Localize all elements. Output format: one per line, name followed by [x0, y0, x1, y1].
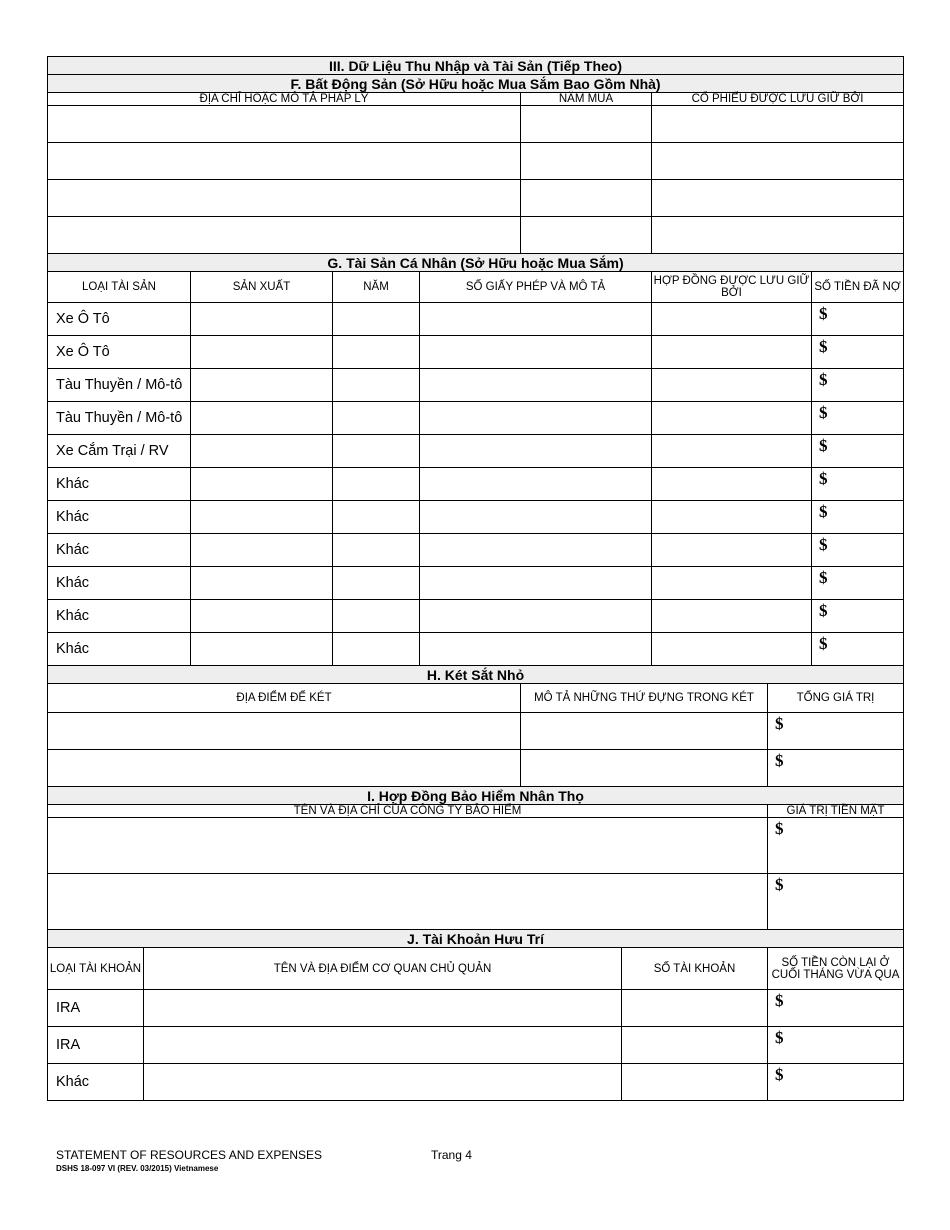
institution-field[interactable]: [144, 990, 622, 1027]
col-header-total-value: TỔNG GIÁ TRỊ: [768, 684, 904, 713]
section-h-title: H. Két Sắt Nhỏ: [48, 666, 904, 684]
amount-owed-field[interactable]: $: [812, 468, 904, 501]
retirement-accounts-table: [47, 929, 904, 1101]
amount-owed-field[interactable]: $: [812, 633, 904, 666]
property-type-label: Khác: [48, 600, 191, 633]
year-field[interactable]: [333, 435, 420, 468]
make-field[interactable]: [191, 468, 333, 501]
year-field[interactable]: [333, 369, 420, 402]
col-header-year: NĂM: [333, 272, 420, 303]
table-row: [48, 1064, 904, 1101]
year-field[interactable]: [333, 501, 420, 534]
table-row: [48, 818, 904, 874]
table-row: [48, 143, 904, 180]
year-field[interactable]: [521, 143, 652, 180]
col-header-account-number: SỐ TÀI KHOẢN: [622, 948, 768, 990]
year-field[interactable]: [333, 468, 420, 501]
property-type-label: Khác: [48, 567, 191, 600]
table-row: [48, 600, 904, 633]
life-insurance-table: [47, 786, 904, 930]
property-type-label: Xe Cắm Trại / RV: [48, 435, 191, 468]
property-type-label: Tàu Thuyền / Mô-tô: [48, 369, 191, 402]
table-row: [48, 106, 904, 143]
footer-form-id: DSHS 18-097 VI (REV. 03/2015) Vietnamese: [56, 1164, 219, 1173]
col-header-insurer: TÊN VÀ ĐỊA CHỈ CỦA CÔNG TY BẢO HIỂM: [48, 805, 768, 818]
property-type-label: Khác: [48, 501, 191, 534]
account-number-field[interactable]: [622, 1064, 768, 1101]
col-header-institution: TÊN VÀ ĐỊA ĐIỂM CƠ QUAN CHỦ QUẢN: [144, 948, 622, 990]
balance-field[interactable]: $: [768, 990, 904, 1027]
property-type-label: Khác: [48, 534, 191, 567]
year-field[interactable]: [333, 567, 420, 600]
make-field[interactable]: [191, 534, 333, 567]
property-type-label: Tàu Thuyền / Mô-tô: [48, 402, 191, 435]
col-header-year-purchased: NĂM MUA: [521, 93, 652, 106]
deed-holder-field[interactable]: [652, 217, 904, 254]
make-field[interactable]: [191, 435, 333, 468]
property-type-label: Xe Ô Tô: [48, 303, 191, 336]
col-header-deed-held-by: CỔ PHIẾU ĐƯỢC LƯU GIỮ BỞI: [652, 93, 904, 106]
col-header-contract-held-by: HỢP ĐỒNG ĐƯỢC LƯU GIỮ BỞI: [652, 272, 812, 303]
license-field[interactable]: [420, 435, 652, 468]
make-field[interactable]: [191, 369, 333, 402]
address-field[interactable]: [48, 143, 521, 180]
year-field[interactable]: [333, 534, 420, 567]
year-field[interactable]: [333, 336, 420, 369]
section-f-title: F. Bất Động Sản (Sở Hữu hoặc Mua Sắm Bao Gồm Nhà): [48, 75, 904, 93]
balance-field[interactable]: $: [768, 1027, 904, 1064]
deed-holder-field[interactable]: [652, 180, 904, 217]
account-number-field[interactable]: [622, 990, 768, 1027]
table-row: [48, 567, 904, 600]
property-type-label: Khác: [48, 633, 191, 666]
contract-holder-field[interactable]: [652, 633, 812, 666]
year-field[interactable]: [521, 180, 652, 217]
institution-field[interactable]: [144, 1027, 622, 1064]
contract-holder-field[interactable]: [652, 303, 812, 336]
contract-holder-field[interactable]: [652, 435, 812, 468]
year-field[interactable]: [333, 600, 420, 633]
box-location-field[interactable]: [48, 713, 521, 750]
col-header-balance: SỐ TIỀN CÒN LẠI Ở CUỐI THÁNG VỪA QUA: [768, 948, 904, 990]
form-page: [47, 56, 903, 1101]
col-header-property-type: LOẠI TÀI SẢN: [48, 272, 191, 303]
amount-owed-field[interactable]: $: [812, 501, 904, 534]
account-type-label: IRA: [48, 1027, 144, 1064]
year-field[interactable]: [521, 106, 652, 143]
address-field[interactable]: [48, 180, 521, 217]
contract-holder-field[interactable]: [652, 468, 812, 501]
make-field[interactable]: [191, 501, 333, 534]
table-row: [48, 468, 904, 501]
license-field[interactable]: [420, 303, 652, 336]
contract-holder-field[interactable]: [652, 567, 812, 600]
deed-holder-field[interactable]: [652, 106, 904, 143]
col-header-amount-owed: SỐ TIỀN ĐÃ NỢ: [812, 272, 904, 303]
year-field[interactable]: [333, 633, 420, 666]
section-iii-title: III. Dữ Liệu Thu Nhập và Tài Sản (Tiếp Theo): [48, 57, 904, 75]
table-row: [48, 874, 904, 930]
col-header-license-description: SỐ GIẤY PHÉP VÀ MÔ TẢ: [420, 272, 652, 303]
col-header-cash-value: GIÁ TRỊ TIỀN MẶT: [768, 805, 904, 818]
table-row: [48, 217, 904, 254]
account-type-label: IRA: [48, 990, 144, 1027]
license-field[interactable]: [420, 600, 652, 633]
balance-field[interactable]: $: [768, 1064, 904, 1101]
property-type-label: Khác: [48, 468, 191, 501]
box-location-field[interactable]: [48, 750, 521, 787]
table-row: [48, 180, 904, 217]
table-row: [48, 633, 904, 666]
property-type-label: Xe Ô Tô: [48, 336, 191, 369]
amount-owed-field[interactable]: $: [812, 600, 904, 633]
section-i-title: I. Hợp Đồng Bảo Hiểm Nhân Thọ: [48, 787, 904, 805]
insurer-field[interactable]: [48, 874, 768, 930]
make-field[interactable]: [191, 336, 333, 369]
cash-value-field[interactable]: $: [768, 818, 904, 874]
make-field[interactable]: [191, 303, 333, 336]
col-header-account-type: LOẠI TÀI KHOẢN: [48, 948, 144, 990]
deed-holder-field[interactable]: [652, 143, 904, 180]
license-field[interactable]: [420, 369, 652, 402]
col-header-box-location: ĐỊA ĐIỂM ĐỂ KÉT: [48, 684, 521, 713]
amount-owed-field[interactable]: $: [812, 534, 904, 567]
box-contents-field[interactable]: [521, 713, 768, 750]
contract-holder-field[interactable]: [652, 600, 812, 633]
table-row: [48, 369, 904, 402]
footer-page-number: Trang 4: [431, 1148, 472, 1162]
table-row: [48, 402, 904, 435]
institution-field[interactable]: [144, 1064, 622, 1101]
table-row: [48, 713, 904, 750]
safe-deposit-box-table: [47, 665, 904, 787]
license-field[interactable]: [420, 633, 652, 666]
make-field[interactable]: [191, 600, 333, 633]
contract-holder-field[interactable]: [652, 534, 812, 567]
col-header-make: SẢN XUẤT: [191, 272, 333, 303]
account-number-field[interactable]: [622, 1027, 768, 1064]
account-type-label: Khác: [48, 1064, 144, 1101]
year-field[interactable]: [333, 303, 420, 336]
make-field[interactable]: [191, 633, 333, 666]
amount-owed-field[interactable]: $: [812, 369, 904, 402]
amount-owed-field[interactable]: $: [812, 435, 904, 468]
footer-title: STATEMENT OF RESOURCES AND EXPENSES: [56, 1148, 323, 1162]
total-value-field[interactable]: $: [768, 713, 904, 750]
license-field[interactable]: [420, 501, 652, 534]
table-row: [48, 303, 904, 336]
make-field[interactable]: [191, 567, 333, 600]
table-row: [48, 336, 904, 369]
contract-holder-field[interactable]: [652, 402, 812, 435]
table-row: [48, 990, 904, 1027]
section-g-title: G. Tài Sản Cá Nhân (Sở Hữu hoặc Mua Sắm): [48, 254, 904, 272]
license-field[interactable]: [420, 402, 652, 435]
amount-owed-field[interactable]: $: [812, 336, 904, 369]
contract-holder-field[interactable]: [652, 501, 812, 534]
amount-owed-field[interactable]: $: [812, 402, 904, 435]
table-row: [48, 501, 904, 534]
license-field[interactable]: [420, 468, 652, 501]
make-field[interactable]: [191, 402, 333, 435]
table-row: [48, 750, 904, 787]
address-field[interactable]: [48, 106, 521, 143]
col-header-box-contents: MÔ TẢ NHỮNG THỨ ĐỰNG TRONG KÉT: [521, 684, 768, 713]
table-row: [48, 1027, 904, 1064]
address-field[interactable]: [48, 217, 521, 254]
year-field[interactable]: [521, 217, 652, 254]
col-header-address: ĐỊA CHỈ HOẶC MÔ TẢ PHÁP LÝ: [48, 93, 521, 106]
total-value-field[interactable]: $: [768, 750, 904, 787]
personal-property-table: [47, 253, 904, 666]
insurer-field[interactable]: [48, 818, 768, 874]
amount-owed-field[interactable]: $: [812, 567, 904, 600]
amount-owed-field[interactable]: $: [812, 303, 904, 336]
box-contents-field[interactable]: [521, 750, 768, 787]
table-row: [48, 435, 904, 468]
license-field[interactable]: [420, 336, 652, 369]
section-j-title: J. Tài Khoản Hưu Trí: [48, 930, 904, 948]
year-field[interactable]: [333, 402, 420, 435]
license-field[interactable]: [420, 534, 652, 567]
contract-holder-field[interactable]: [652, 369, 812, 402]
table-row: [48, 534, 904, 567]
license-field[interactable]: [420, 567, 652, 600]
page-footer: [56, 1148, 472, 1173]
cash-value-field[interactable]: $: [768, 874, 904, 930]
real-estate-table: [47, 56, 904, 254]
contract-holder-field[interactable]: [652, 336, 812, 369]
